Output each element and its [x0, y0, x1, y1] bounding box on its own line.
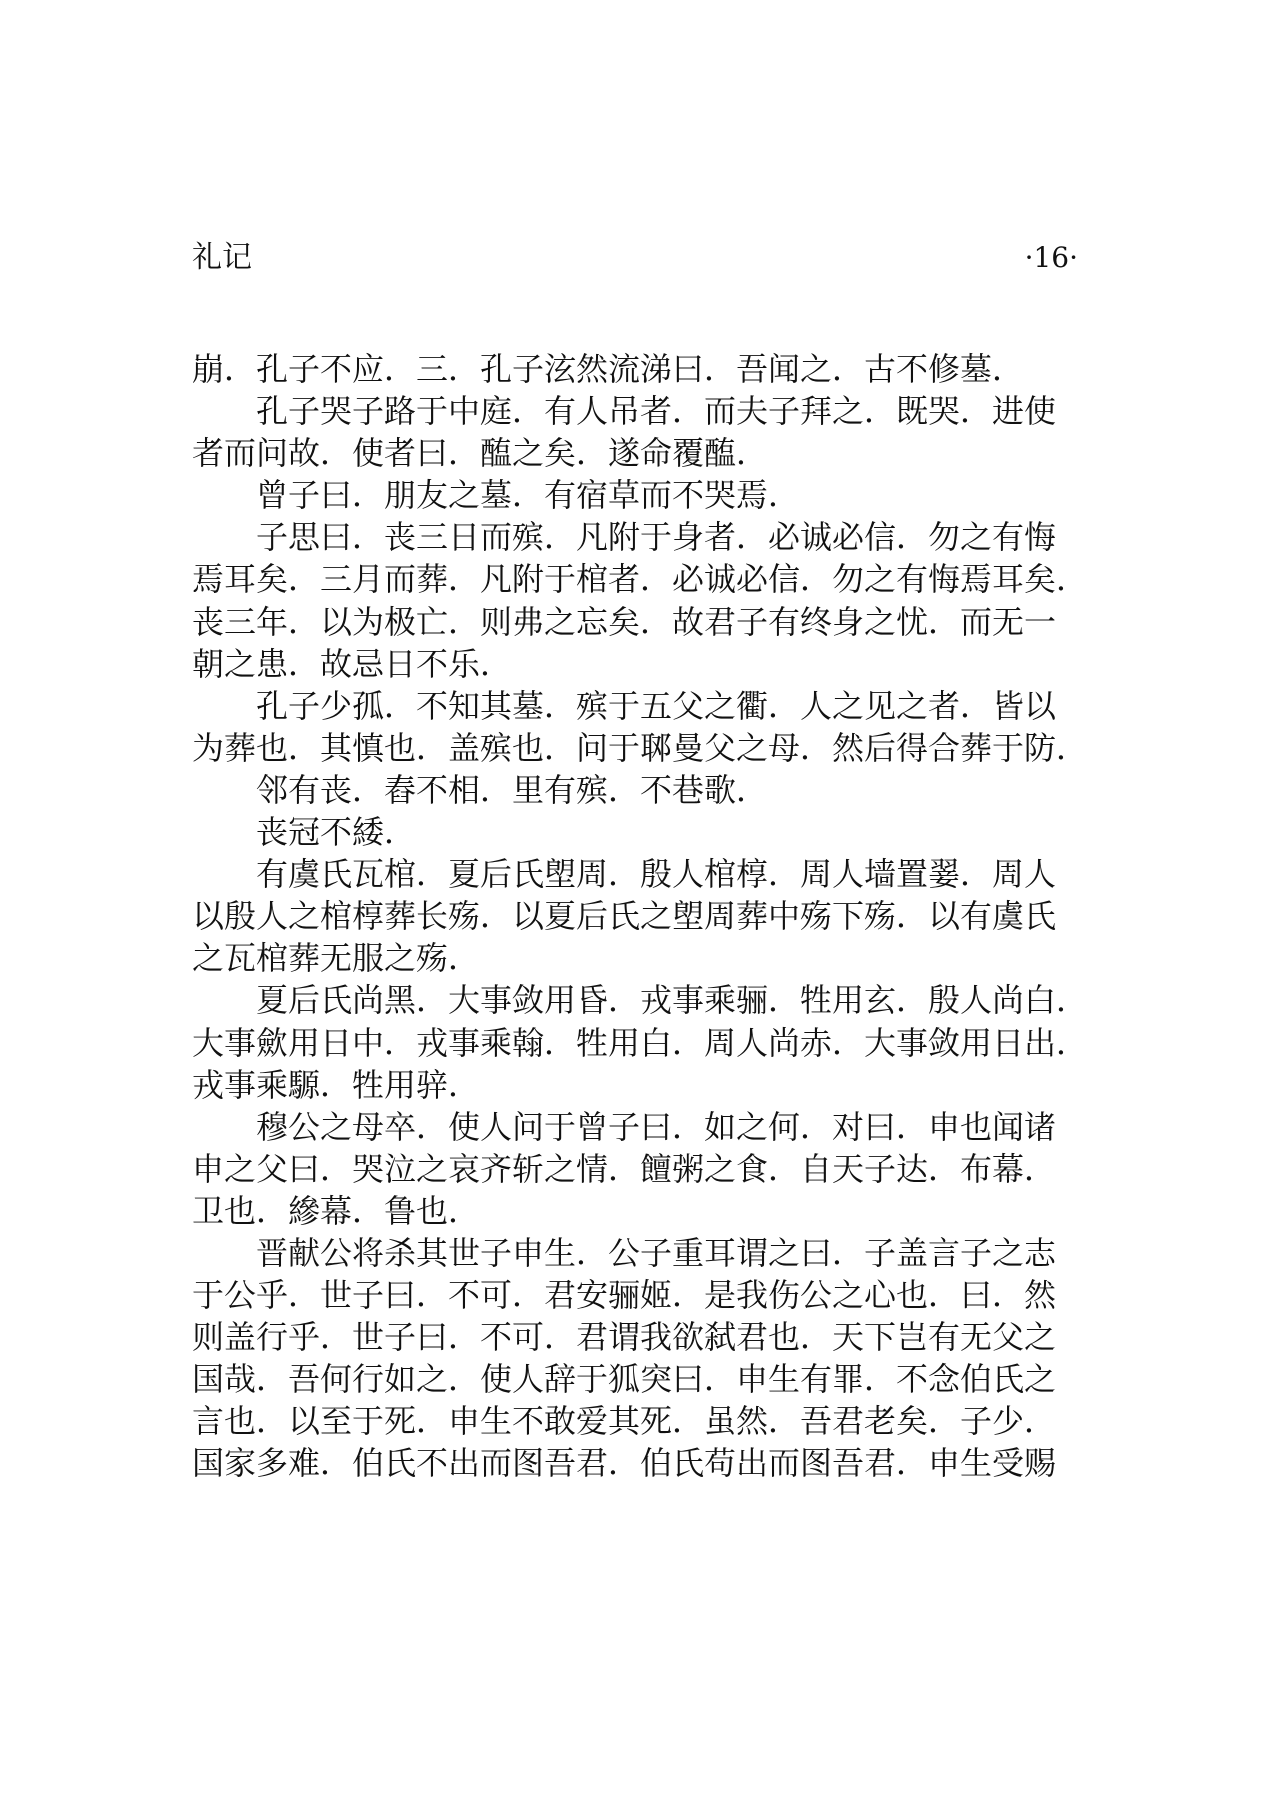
text-line: 有虞氏瓦棺．夏后氏塱周．殷人棺椁．周人墙置翣．周人 [256, 855, 1057, 894]
text-line: 孔子哭子路于中庭．有人吊者．而夫子拜之．既哭．进使 [256, 392, 1057, 431]
page-header [192, 238, 1078, 278]
page-number: ·16· [1024, 241, 1078, 274]
text-line: 国哉．吾何行如之．使人辞于狐突曰．申生有罪．不念伯氏之 [192, 1360, 1057, 1399]
text-line: 申之父曰．哭泣之哀齐斩之情．饘粥之食．自天子达．布幕． [192, 1149, 1057, 1188]
text-line: 言也．以至于死．申生不敢爱其死．虽然．吾君老矣．子少． [192, 1402, 1057, 1441]
body-text [192, 348, 1089, 1485]
text-line: 崩．孔子不应．三．孔子泫然流涕曰．吾闻之．古不修墓． [192, 350, 1025, 388]
text-line: 大事歛用日中．戎事乘翰．牲用白．周人尚赤．大事敛用日出． [192, 1023, 1089, 1062]
text-line: 于公乎．世子曰．不可．君安骊姬．是我伤公之心也．曰．然 [192, 1276, 1057, 1315]
text-line: 焉耳矣．三月而葬．凡附于棺者．必诚必信．勿之有悔焉耳矣． [192, 560, 1089, 599]
text-line: 夏后氏尚黑．大事敛用昏．戎事乘骊．牲用玄．殷人尚白． [256, 981, 1089, 1020]
text-line: 孔子少孤．不知其墓．殡于五父之衢．人之见之者．皆以 [256, 686, 1057, 725]
text-line: 卫也．縿幕．鲁也． [192, 1191, 481, 1230]
text-line: 曾子曰．朋友之墓．有宿草而不哭焉． [256, 476, 801, 515]
text-line: 者而问故．使者曰．醢之矣．遂命覆醢． [192, 434, 769, 473]
text-line: 穆公之母卒．使人问于曾子曰．如之何．对曰．申也闻诸 [256, 1107, 1057, 1146]
text-line: 丧冠不緌． [256, 813, 417, 852]
text-line: 以殷人之棺椁葬长殇．以夏后氏之塱周葬中殇下殇．以有虞氏 [192, 897, 1057, 936]
text-line: 为葬也．其慎也．盖殡也．问于郰曼父之母．然后得合葬于防． [192, 728, 1089, 767]
text-line: 之瓦棺葬无服之殇． [192, 939, 481, 978]
text-line: 丧三年．以为极亡．则弗之忘矣．故君子有终身之忧．而无一 [192, 602, 1057, 641]
text-line: 则盖行乎．世子曰．不可．君谓我欲弑君也．天下岂有无父之 [192, 1318, 1057, 1357]
text-line: 邻有丧．舂不相．里有殡．不巷歌． [256, 770, 769, 809]
text-line: 子思曰．丧三日而殡．凡附于身者．必诚必信．勿之有悔 [256, 518, 1057, 557]
book-title: 礼记 [192, 240, 252, 275]
text-line: 戎事乘騵．牲用骍． [192, 1065, 481, 1104]
text-line: 晋献公将杀其世子申生．公子重耳谓之曰．子盖言子之志 [256, 1233, 1057, 1272]
text-line: 国家多难．伯氏不出而图吾君．伯氏苟出而图吾君．申生受赐 [192, 1444, 1057, 1483]
text-line: 朝之患．故忌日不乐． [192, 644, 513, 683]
